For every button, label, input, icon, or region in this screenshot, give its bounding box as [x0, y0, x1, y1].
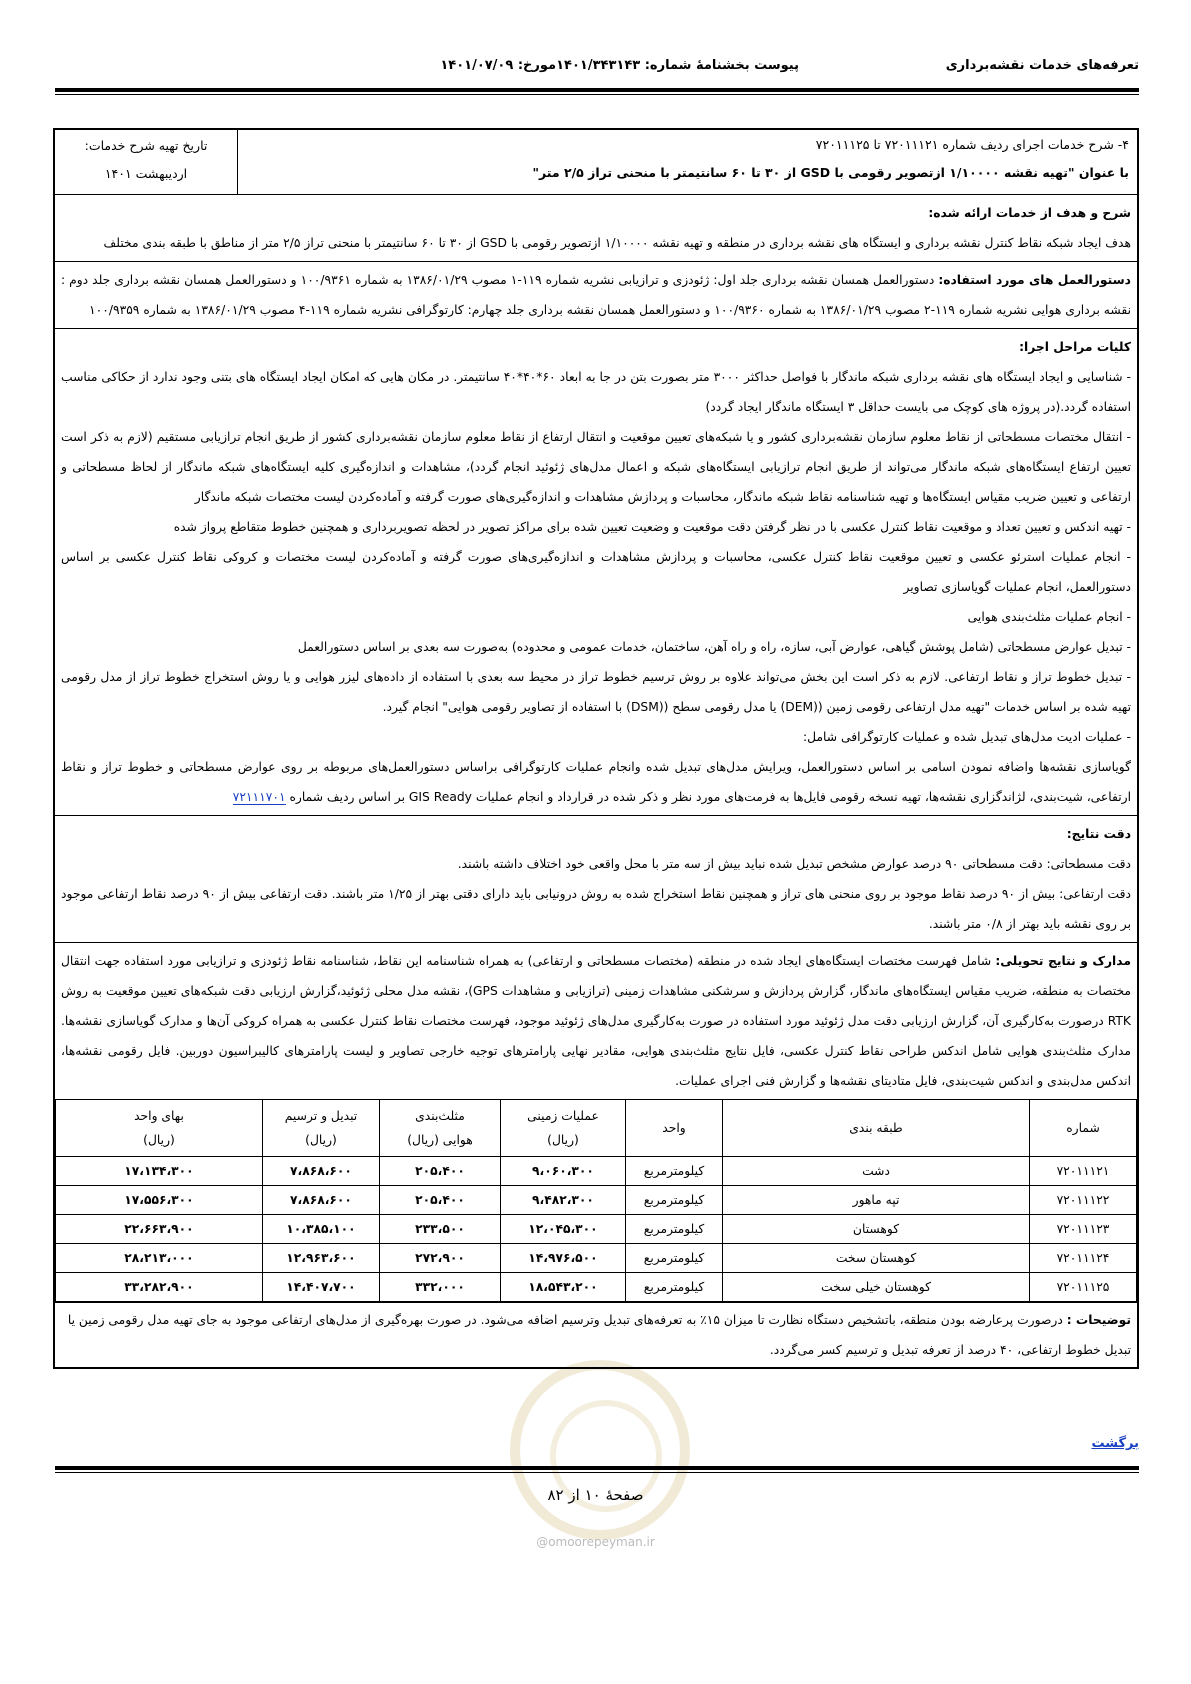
cell-price: ۱۷،۱۳۴،۳۰۰ — [56, 1157, 263, 1186]
header-rule — [55, 88, 1139, 92]
cell-unit: کیلومترمربع — [626, 1186, 723, 1215]
table-header-row — [56, 1100, 1137, 1157]
table-row — [56, 1157, 1137, 1186]
step-item: - عملیات ادیت مدل‌های تبدیل شده و عملیات کارتوگرافی شامل: — [803, 730, 1131, 744]
accuracy-planimetric: دقت مسطحاتی: دقت مسطحاتی ۹۰ درصد عوارض مشخص تبدیل شده نباید بیش از سه متر با محل واقعی خود اختلاف داشته باشند. — [457, 857, 1131, 871]
cell-triang: ۲۰۵،۴۰۰ — [380, 1186, 501, 1215]
step-item: - تهیه اندکس و تعیین تعداد و موقعیت نقاط کنترل عکسی با در نظر گرفتن دقت موقعیت و وضعیت تعیین شده برای مراکز تصویر در لحظه تصویربرداری و همچنین خطوط متقاطع پرواز شده — [173, 520, 1131, 534]
header-attachment: پیوست بخشنامۀ شماره: ۱۴۰۱/۳۴۳۱۴۳مورخ: ۱۴۰۱/۰۷/۰۹ — [440, 58, 799, 73]
cell-class: کوهستان — [723, 1215, 1030, 1244]
cell-triang: ۲۰۵،۴۰۰ — [380, 1157, 501, 1186]
footer-rule-thin — [55, 1472, 1139, 1473]
goal-text: هدف ایجاد شبکه نقاط کنترل نقشه برداری و ایستگاه های نقشه برداری در منطقه و تهیه نقشه ۱/۱۰۰۰۰ ازتصویر رقومی با GSD از ۳۰ تا ۶۰ سانتیمتر با منحنی تراز ۲/۵ متر از مناطق با طبقه بندی مختلف — [103, 236, 1131, 250]
step-item: - انجام عملیات مثلث‌بندی هوایی — [967, 610, 1131, 624]
cell-code: ۷۲۰۱۱۱۲۲ — [1030, 1186, 1137, 1215]
notes-text: درصورت پرعارضه بودن منطقه، باتشخیص دستگاه نظارت تا میزان ۱۵٪ به تعرفه‌های تبدیل وترسیم اضافه می‌شود. در صورت بهره‌گیری از مدل‌های ارتفاعی موجود به جای تهیه مدل رقومی زمین یا تبدیل خطوط ارتفاعی، ۴۰ درصد از تعرفه تبدیل و ترسیم کسر می‌گردد. — [67, 1313, 1131, 1357]
step-item: گویاسازی نقشه‌ها واضافه نمودن اسامی بر اساس دستورالعمل، ویرایش مدل‌های تبدیل شده وانجام عملیات کارتوگرافی براساس دستورالعمل‌های مربوطه بر روی عوارض مسطحاتی و خطوط تراز و نقاط ارتفاعی، شیت‌بندی، لژاندگزاری نقشه‌ها، تهیه نسخه رقومی فایل‌ها به فرمت‌های مورد نظر و ذکر شده در قرارداد و انجام عملیات GIS Ready بر اساس ردیف شماره ۷۲۱۱۱۷۰۱ — [61, 760, 1131, 804]
cell-ground: ۹،۴۸۲،۳۰۰ — [501, 1186, 626, 1215]
service-title-row — [55, 130, 1137, 194]
service-line-1: ۴- شرح خدمات اجرای ردیف شماره ۷۲۰۱۱۱۲۱ تا ۷۲۰۱۱۱۲۵ — [815, 137, 1129, 152]
cell-price: ۲۸،۲۱۳،۰۰۰ — [56, 1244, 263, 1273]
cell-class: دشت — [723, 1157, 1030, 1186]
deliverables-text: شامل فهرست مختصات ایستگاه‌های ایجاد شده در منطقه (مختصات مسطحاتی و ارتفاعی) به همراه شناسنامه این نقاط، شناسنامه نقاط ژئودزی و ترازیابی مورد استفاده جهت انتقال مختصات به منطقه، ضریب مقیاس ایستگاه‌های ماندگار، گزارش پردازش و سرشکنی مشاهدات زمینی (ترازیابی و مشاهدات GPS)، نقشه مدل محلی ژئوئید،گزارش ارزیابی دقت شبکه‌های تعیین موقعیت به روش RTK درصورت به‌کارگیری آن، گزارش ارزیابی دقت مدل ژئوئید مورد استفاده در صورت به‌کارگیری مدل‌های ژئوئید موجود، فهرست مختصات نقاط کنترل عکسی به همراه کروکی آن‌ها و مدارک گویاسازی نقشه‌ها. مدارک مثلث‌بندی هوایی شامل اندکس طراحی نقاط کنترل عکسی، فایل نتایج مثلث‌بندی هوایی، مقادیر نهایی پارامترهای توجیه خارجی تصاویر و لیست پارامترهای کالیبراسیون دوربین. فایل رقومی نقشه‌ها، اندکس مدل‌بندی و اندکس شیت‌بندی، فایل متادیتای نقشه‌ها و گزارش فنی اجرای عملیات. — [61, 954, 1131, 1088]
cell-class: کوهستان خیلی سخت — [723, 1273, 1030, 1302]
col-conv: تبدیل و ترسیم (ریال) — [263, 1100, 380, 1157]
col-code: شماره — [1030, 1100, 1137, 1157]
cell-conv: ۱۴،۴۰۷،۷۰۰ — [263, 1273, 380, 1302]
cell-class: کوهستان سخت — [723, 1244, 1030, 1273]
row-code-link[interactable]: ۷۲۱۱۱۷۰۱ — [232, 790, 286, 804]
watermark-seal — [510, 1360, 690, 1540]
standards-heading: دستورالعمل های مورد استفاده: — [938, 273, 1131, 287]
cell-unit: کیلومترمربع — [626, 1273, 723, 1302]
step-item: - انجام عملیات استرئو عکسی و تعیین موقعیت نقاط کنترل عکسی، محاسبات و پردازش مشاهدات و اندازه‌گیری‌های صورت گرفته و آماده‌کردن لیست مختصات و کروکی نقاط کنترل عکسی بر اساس دستورالعمل، انجام عملیات گویاسازی تصاویر — [61, 550, 1131, 594]
cell-unit: کیلومترمربع — [626, 1244, 723, 1273]
steps-section — [55, 328, 1137, 815]
table-row — [56, 1215, 1137, 1244]
standards-text: دستورالعمل همسان نقشه برداری جلد اول: ژئودزی و ترازیابی نشریه شماره ۱۱۹-۱ مصوب ۱۳۸۶/۰۱/۲۹ به شماره ۱۰۰/۹۳۶۱ و دستورالعمل همسان نقشه برداری جلد دوم : نقشه برداری هوایی نشریه شماره ۱۱۹-۲ مصوب ۱۳۸۶/۰۱/۲۹ به شماره ۱۰۰/۹۳۶۰ و دستورالعمل همسان نقشه برداری جلد چهارم: کارتوگرافی نشریه شماره ۱۱۹-۴ مصوب ۱۳۸۶/۰۱/۲۹ به شماره ۱۰۰/۹۳۵۹ — [61, 273, 1131, 317]
notes-section — [55, 1302, 1137, 1367]
cell-ground: ۹،۰۶۰،۳۰۰ — [501, 1157, 626, 1186]
cell-code: ۷۲۰۱۱۱۲۳ — [1030, 1215, 1137, 1244]
cell-class: تپه ماهور — [723, 1186, 1030, 1215]
cell-conv: ۱۰،۳۸۵،۱۰۰ — [263, 1215, 380, 1244]
goal-heading: شرح و هدف از خدمات ارائه شده: — [928, 206, 1131, 220]
cell-code: ۷۲۰۱۱۱۲۴ — [1030, 1244, 1137, 1273]
cell-price: ۲۲،۶۶۳،۹۰۰ — [56, 1215, 263, 1244]
table-row — [56, 1273, 1137, 1302]
steps-heading: کلیات مراحل اجرا: — [1019, 340, 1131, 354]
header-title: تعرفه‌های خدمات نقشه‌برداری — [945, 58, 1139, 73]
step-item: - انتقال مختصات مسطحاتی از نقاط معلوم سازمان نقشه‌برداری کشور و یا شبکه‌های تعیین موقعیت و انتقال ارتفاع از نقاط معلوم سازمان نقشه‌برداری کشور از طریق انجام ترازیابی مستقیم (لازم به ذکر است تعیین ارتفاع ایستگاه‌های شبکه ماندگار می‌تواند از طریق انجام ترازیابی ایستگاه‌های شبکه و اعمال مدل‌های ژئوئید انجام گردد)، مشاهدات و اندازه‌گیری کلیه ایستگاه‌های شبکه ماندگار از لحاظ مسطحاتی و ارتفاعی و تعیین ضریب مقیاس ایستگاه‌ها و تهیه شناسنامه نقاط شبکه ماندگار، محاسبات و پردازش مشاهدات و اندازه‌گیری‌های صورت گرفته و آماده‌کردن لیست مختصات شبکه ماندگار — [61, 430, 1131, 504]
service-line-2: با عنوان "تهیه نقشه ۱/۱۰۰۰۰ ازتصویر رقومی با GSD از ۳۰ تا ۶۰ سانتیمتر با منحنی تراز ۲/۵ متر" — [532, 165, 1129, 180]
cell-unit: کیلومترمربع — [626, 1215, 723, 1244]
date-label: تاریخ تهیه شرح خدمات: — [84, 138, 208, 153]
cell-code: ۷۲۰۱۱۱۲۱ — [1030, 1157, 1137, 1186]
page-header — [55, 58, 1139, 78]
cell-code: ۷۲۰۱۱۱۲۵ — [1030, 1273, 1137, 1302]
cell-unit: کیلومترمربع — [626, 1157, 723, 1186]
col-price: بهای واحد (ریال) — [56, 1100, 263, 1157]
accuracy-heading: دقت نتایج: — [1066, 827, 1131, 841]
col-triang: مثلث‌بندی هوایی (ریال) — [380, 1100, 501, 1157]
cell-conv: ۱۲،۹۶۳،۶۰۰ — [263, 1244, 380, 1273]
col-class: طبقه بندی — [723, 1100, 1030, 1157]
cell-ground: ۱۴،۹۷۶،۵۰۰ — [501, 1244, 626, 1273]
table-row — [56, 1244, 1137, 1273]
col-unit: واحد — [626, 1100, 723, 1157]
cell-triang: ۲۷۲،۹۰۰ — [380, 1244, 501, 1273]
accuracy-section — [55, 815, 1137, 942]
standards-section — [55, 261, 1137, 328]
tariff-table — [55, 1099, 1137, 1302]
header-rule-thin — [55, 94, 1139, 95]
cell-triang: ۳۳۲،۰۰۰ — [380, 1273, 501, 1302]
col-ground: عملیات زمینی (ریال) — [501, 1100, 626, 1157]
cell-price: ۳۳،۲۸۲،۹۰۰ — [56, 1273, 263, 1302]
goal-section — [55, 194, 1137, 261]
deliverables-section — [55, 942, 1137, 1099]
site-watermark: @omoorepeyman.ir — [536, 1535, 655, 1549]
cell-ground: ۱۸،۵۴۳،۲۰۰ — [501, 1273, 626, 1302]
table-row — [56, 1186, 1137, 1215]
accuracy-altimetric: دقت ارتفاعی: بیش از ۹۰ درصد نقاط موجود بر روی منحنی های تراز و همچنین نقاط استخراج شده به روش درونیابی باید دارای دقتی بهتر از ۱/۲۵ متر باشند. دقت ارتفاعی بیش از ۹۰ درصد نقاط ارتفاعی موجود بر روی نقشه باید بهتر از ۰/۸ متر باشند. — [61, 887, 1131, 931]
cell-conv: ۷،۸۶۸،۶۰۰ — [263, 1186, 380, 1215]
cell-ground: ۱۲،۰۴۵،۳۰۰ — [501, 1215, 626, 1244]
cell-conv: ۷،۸۶۸،۶۰۰ — [263, 1157, 380, 1186]
notes-heading: توضیحات : — [1066, 1313, 1131, 1327]
step-item: - تبدیل عوارض مسطحاتی (شامل پوشش گیاهی، عوارض آبی، سازه، راه و راه آهن، ساختمان، خدمات عمومی و محدوده) به‌صورت سه بعدی بر اساس دستورالعمل — [297, 640, 1131, 654]
page-number: صفحۀ ۱۰ از ۸۲ — [547, 1486, 644, 1504]
step-item: - تبدیل خطوط تراز و نقاط ارتفاعی. لازم به ذکر است این بخش می‌تواند علاوه بر روش ترسیم خطوط تراز در محیط سه بعدی با استفاده از داده‌های لیزر هوایی و یا روش استخراج خطوط تراز از مدل رقومی تهیه شده بر اساس خدمات "تهیه مدل ارتفاعی رقومی زمین ((DEM) یا مدل رقومی سطح ((DSM) با استفاده از تصاویر رقومی هوایی" انجام گیرد. — [61, 670, 1131, 714]
back-link[interactable]: برگشت — [1091, 1436, 1139, 1451]
date-value: اردیبهشت ۱۴۰۱ — [104, 166, 188, 181]
footer-rule — [55, 1466, 1139, 1470]
deliverables-heading: مدارک و نتایج تحویلی: — [995, 954, 1131, 968]
cell-price: ۱۷،۵۵۶،۳۰۰ — [56, 1186, 263, 1215]
cell-triang: ۲۳۳،۵۰۰ — [380, 1215, 501, 1244]
step-item: - شناسایی و ایجاد ایستگاه های نقشه برداری شبکه ماندگار با فواصل حداکثر ۳۰۰۰ متر بصورت بتن در جا به ابعاد ۶۰*۴۰*۴۰ سانتیمتر. در مکان هایی که امکان ایجاد ایستگاه های بتنی وجود ندارد از حکاکی مناسب استفاده گردد.(در پروژه های کوچک می بایست حداقل ۳ ایستگاه ماندگار ایجاد گردد) — [61, 370, 1131, 414]
document-frame — [53, 128, 1139, 1369]
